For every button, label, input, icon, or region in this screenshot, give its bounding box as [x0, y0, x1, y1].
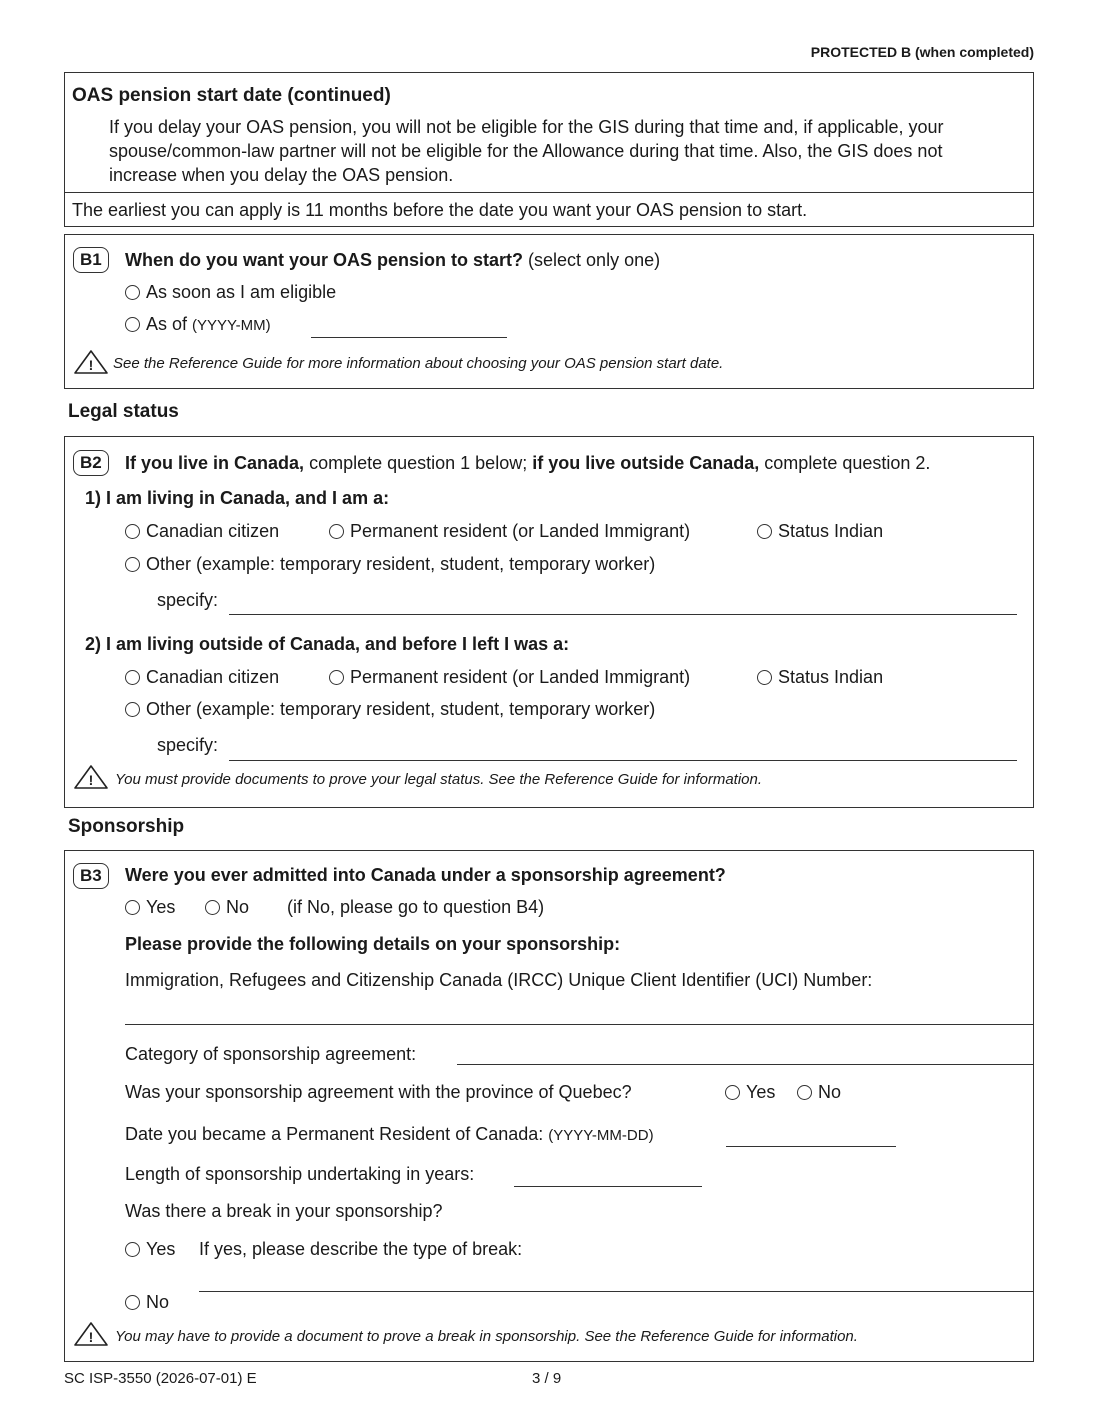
svg-text:!: !	[88, 772, 94, 788]
svg-text:!: !	[88, 1329, 94, 1345]
b3-date-pr-input[interactable]	[726, 1146, 896, 1147]
b3-date-pr-label: Date you became a Permanent Resident of Canada:	[125, 1124, 544, 1144]
b3-break-yes[interactable]	[125, 1239, 175, 1260]
b3-option-yes[interactable]	[125, 897, 175, 918]
oas-continued-box	[64, 72, 1034, 227]
radio-button[interactable]	[725, 1085, 740, 1100]
b3-uci-input[interactable]	[125, 1024, 1033, 1025]
radio-button[interactable]	[125, 524, 140, 539]
b3-question: Were you ever admitted into Canada under a sponsorship agreement?	[125, 865, 726, 885]
b1-box	[64, 234, 1034, 389]
q2-specify-input[interactable]	[229, 760, 1017, 761]
radio-button[interactable]	[125, 900, 140, 915]
q1-specify-input[interactable]	[229, 614, 1017, 615]
radio-button[interactable]	[125, 317, 140, 332]
b3-quebec-yes-label: Yes	[746, 1082, 776, 1102]
q2-option-other[interactable]	[125, 699, 655, 720]
radio-button[interactable]	[757, 524, 772, 539]
b1-option-as-of-label: As of	[146, 314, 188, 334]
q1-option-other[interactable]	[125, 554, 655, 575]
b1-question: When do you want your OAS pension to start?	[125, 250, 524, 270]
q2-option-permanent-label: Permanent resident (or Landed Immigrant)	[350, 667, 691, 687]
b3-date-pr-row	[125, 1124, 654, 1145]
q2-option-citizen-label: Canadian citizen	[146, 667, 280, 687]
q2-option-other-label: Other (example: temporary resident, student, temporary worker)	[146, 699, 656, 719]
b3-details-title: Please provide the following details on your sponsorship:	[125, 934, 621, 954]
q2-option-status[interactable]	[757, 667, 883, 688]
b1-date-input[interactable]	[311, 337, 507, 338]
radio-button[interactable]	[757, 670, 772, 685]
b3-quebec-label: Was your sponsorship agreement with the province of Quebec?	[125, 1082, 632, 1102]
b2-question-row	[125, 453, 930, 474]
protected-label: PROTECTED B (when completed)	[810, 44, 1034, 60]
oas-title: OAS pension start date (continued)	[72, 85, 391, 106]
warning-icon	[73, 349, 109, 375]
q1-option-other-label: Other (example: temporary resident, student, temporary worker)	[146, 554, 656, 574]
q1-specify-label: specify:	[157, 590, 219, 610]
b1-option-as-of[interactable]	[125, 314, 271, 335]
b3-category-label: Category of sponsorship agreement:	[125, 1044, 417, 1064]
legal-section-title: Legal status	[68, 401, 179, 422]
oas-para1-line1: If you delay your OAS pension, you will not be eligible for the GIS during that time and, if applicable, your	[109, 117, 944, 137]
b3-date-format: (YYYY-MM-DD)	[548, 1127, 654, 1144]
footer-form-id: SC ISP-3550 (2026-07-01) E	[64, 1370, 257, 1387]
radio-button[interactable]	[125, 702, 140, 717]
b2-question-text2: complete question 2.	[764, 453, 931, 473]
b1-option-eligible-label: As soon as I am eligible	[146, 282, 337, 302]
b2-question-bold2: if you live outside Canada,	[532, 453, 760, 473]
b3-break-question: Was there a break in your sponsorship?	[125, 1201, 443, 1221]
radio-button[interactable]	[125, 670, 140, 685]
svg-text:!: !	[88, 357, 94, 373]
oas-para2: The earliest you can apply is 11 months before the date you want your OAS pension to start.	[72, 200, 808, 220]
b3-length-label: Length of sponsorship undertaking in years:	[125, 1164, 475, 1184]
b3-quebec-no-label: No	[818, 1082, 842, 1102]
b3-break-yes-label: Yes	[146, 1239, 176, 1259]
sponsorship-section-title: Sponsorship	[68, 816, 185, 837]
radio-button[interactable]	[329, 670, 344, 685]
b2-box	[64, 436, 1034, 808]
b3-option-no-label: No	[226, 897, 250, 917]
b3-length-input[interactable]	[514, 1186, 702, 1187]
divider	[65, 192, 1033, 193]
q2-option-status-label: Status Indian	[778, 667, 884, 687]
b3-if-no-note: (if No, please go to question B4)	[287, 897, 545, 917]
b3-box	[64, 850, 1034, 1362]
q2-option-citizen[interactable]	[125, 667, 279, 688]
radio-button[interactable]	[205, 900, 220, 915]
radio-button[interactable]	[125, 285, 140, 300]
b3-option-yes-label: Yes	[146, 897, 176, 917]
b3-quebec-yes[interactable]	[725, 1082, 775, 1103]
oas-para1-line2: spouse/common-law partner will not be eligible for the Allowance during that time. Also, the GIS does not	[109, 141, 943, 161]
b1-tag: B1	[73, 247, 109, 273]
b3-category-input[interactable]	[457, 1064, 1033, 1065]
b3-break-desc-label: If yes, please describe the type of break:	[199, 1239, 523, 1259]
radio-button[interactable]	[125, 1295, 140, 1310]
b2-note: You must provide documents to prove your legal status. See the Reference Guide for information.	[115, 771, 763, 788]
q2-specify-label: specify:	[157, 735, 219, 755]
b2-tag: B2	[73, 450, 109, 476]
q1-option-permanent[interactable]	[329, 521, 690, 542]
radio-button[interactable]	[797, 1085, 812, 1100]
warning-icon	[73, 1321, 109, 1347]
warning-icon	[73, 764, 109, 790]
q2-option-permanent[interactable]	[329, 667, 690, 688]
b3-break-desc-input[interactable]	[199, 1291, 1033, 1292]
radio-button[interactable]	[125, 1242, 140, 1257]
q1-option-status[interactable]	[757, 521, 883, 542]
b3-option-no[interactable]	[205, 897, 249, 918]
b1-date-format: (YYYY-MM)	[192, 317, 271, 334]
b3-tag: B3	[73, 863, 109, 889]
q1-option-status-label: Status Indian	[778, 521, 884, 541]
b3-note: You may have to provide a document to prove a break in sponsorship. See the Reference Guide for information.	[115, 1328, 858, 1345]
b2-q1-label: 1) I am living in Canada, and I am a:	[85, 488, 390, 508]
b3-uci-label: Immigration, Refugees and Citizenship Canada (IRCC) Unique Client Identifier (UCI) Number:	[125, 970, 873, 990]
b1-question-row	[125, 250, 660, 271]
radio-button[interactable]	[329, 524, 344, 539]
b3-break-no[interactable]	[125, 1292, 169, 1313]
b1-hint: (select only one)	[528, 250, 661, 270]
b2-question-text1: complete question 1 below;	[309, 453, 528, 473]
b3-break-no-label: No	[146, 1292, 170, 1312]
b2-question-bold1: If you live in Canada,	[125, 453, 305, 473]
q1-option-citizen[interactable]	[125, 521, 279, 542]
q1-option-citizen-label: Canadian citizen	[146, 521, 280, 541]
b3-quebec-no[interactable]	[797, 1082, 841, 1103]
b2-q2-label: 2) I am living outside of Canada, and before I left I was a:	[85, 634, 570, 654]
q1-option-permanent-label: Permanent resident (or Landed Immigrant)	[350, 521, 691, 541]
b1-note: See the Reference Guide for more information about choosing your OAS pension start date.	[113, 355, 724, 372]
oas-para1-line3: increase when you delay the OAS pension.	[109, 165, 454, 185]
footer-page-number: 3 / 9	[532, 1370, 562, 1387]
b1-option-eligible[interactable]	[125, 282, 336, 303]
radio-button[interactable]	[125, 557, 140, 572]
